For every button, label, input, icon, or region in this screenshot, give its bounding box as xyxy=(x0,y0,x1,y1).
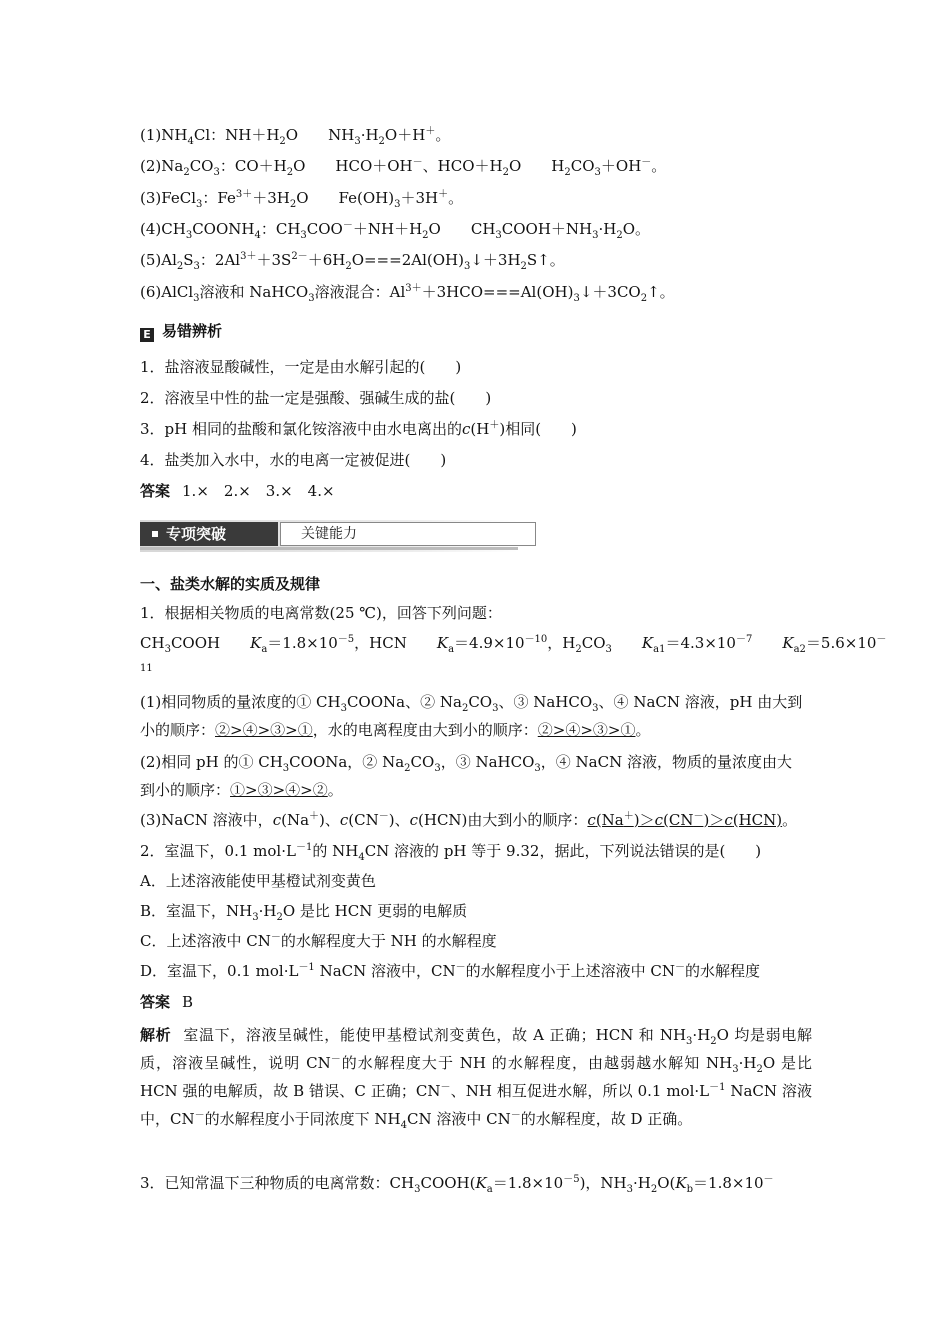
q2-stem: 2．室温下，0.1 $mol\cdot L^{-1}$的 $NH_4CN$ 溶液的 pH 等于 9.32，据此，下列说法错误的是( ) xyxy=(140,842,762,863)
equation-3: (3)FeCl$_3$：$Fe^{3+}+3H_2O$ $Fe(OH)_3+3H^+$。 xyxy=(140,189,464,210)
error-item-1: 1．盐溶液显酸碱性，一定是由水解引起的( ) xyxy=(140,358,462,376)
section-marker-icon: E xyxy=(140,328,154,342)
analysis-label: 解析 xyxy=(140,1026,172,1044)
error-section-heading xyxy=(140,320,222,342)
exponent-wrap: 11 xyxy=(140,663,153,674)
equation-5: $(5)Al_2S_3$：$2Al^{3+}+3S^{2-}+6H_2O===2Al(OH)_3↓+3H_2S↑$。 xyxy=(140,251,565,272)
equation-2: $(2)Na_2CO_3$：$CO+H_2O$ HCO＋OH－、$HCO+H_2O$ $H_2CO_3+OH^-$。 xyxy=(140,157,667,178)
answer-label: 答案 xyxy=(140,482,171,500)
error-item-3: 3．pH 相同的盐酸和氯化铵溶液中由水电离出的c(H＋)相同( ) xyxy=(140,420,577,438)
error-section-title: 易错辨析 xyxy=(162,322,223,340)
q1-part1: (1)相同物质的量浓度的① $CH_3COONa$、② $Na_2CO_3$、③ NaHCO$_3$、④ NaCN 溶液，pH 由大到 小的顺序：②>④>③>①，水的电离程度由大到小的顺序：②>④>③>①。 xyxy=(140,693,803,739)
square-bullet-icon xyxy=(152,531,158,537)
q2-option-a: A．上述溶液能使甲基橙试剂变黄色 xyxy=(140,872,376,890)
q2-analysis: 解析 室温下，溶液呈碱性，能使甲基橙试剂变黄色，故 A 正确；HCN 和 $NH_3\cdot H_2O$ 均是弱电解质，溶液呈碱性，说明 CN－的水解程度大于 NH 的水解程度，由越弱越水解知 $NH_3\cdot H_2O$ 是比 HCN 强的电解质，故 B 错误、C 正确；CN－、NH 相互促进水解，所以 0.1 $mol\cdot L^{-1}$ NaCN 溶液中，CN－的水解程度小于同浓度下 $NH_4CN$ 溶液中 CN－的水解程度，故 D 正确。 xyxy=(140,1026,812,1131)
answer-text: 1.× 2.× 3.× 4.× xyxy=(182,482,335,500)
error-answer xyxy=(140,481,335,501)
q1-part3: (3)NaCN 溶液中，c(Na＋)、c(CN－)、c(HCN)由大到小的顺序：c(Na＋)＞c(CN－)＞c(HCN)。 xyxy=(140,811,798,829)
error-item-2: 2．溶液呈中性的盐一定是强酸、强碱生成的盐( ) xyxy=(140,389,492,407)
banner-stripe xyxy=(140,547,518,550)
banner-dark-tab: 专项突破 xyxy=(140,522,278,546)
q2-option-c: C．上述溶液中 CN－的水解程度大于 NH 的水解程度 xyxy=(140,932,497,950)
q2-option-b: B．室温下，$NH_3\cdot H_2O$ 是比 HCN 更弱的电解质 xyxy=(140,902,468,923)
q2-answer: 答案 B xyxy=(140,993,194,1011)
error-item-4: 4．盐类加入水中，水的电离一定被促进( ) xyxy=(140,451,447,469)
banner-light-tab: 关键能力 xyxy=(280,522,536,546)
equation-4: $(4)CH_3COONH_4$：$CH_3COO^-+NH+H_2O$ $CH_3COOH+NH_3\cdot H_2O$。 xyxy=(140,220,651,241)
q1-intro: 1．根据相关物质的电离常数(25 ℃)，回答下列问题： xyxy=(140,604,502,622)
section-banner xyxy=(140,520,518,552)
equation-1: $(1)NH_4Cl$：$NH+H_2O$ $NH_3\cdot H_2O+H^+$。 xyxy=(140,126,451,147)
section1-title: 一、盐类水解的实质及规律 xyxy=(140,575,321,593)
equation-6: (6)AlCl$_3$溶液和 NaHCO$_3$溶液混合：$Al^{3+}+3HCO===Al(OH)_3↓+3CO_2↑$。 xyxy=(140,283,675,304)
ionization-constants: $CH_3COOH$ $K_a=1.8\times 10^{-5}$，HCN $K_a=4.9\times 10^{-10}$，$H_2CO_3$ $K_{a1}=4.3\times 10^{-7}$ $K_{a2}=5.6\times 10^-$ xyxy=(140,634,887,655)
q3-stem: 3．已知常温下三种物质的电离常数：$CH_3COOH(K_a=1.8\times 10^{-5})$，$NH_3\cdot H_2O(K_b=1.8\times 10^-$ xyxy=(140,1174,774,1195)
q1-part2: (2)相同 pH 的① $CH_3COONa$，② $Na_2CO_3$，③ NaHCO$_3$，④ NaCN 溶液，物质的量浓度由大 到小的顺序：①>③>④>②。 xyxy=(140,753,792,799)
q2-option-d: D．室温下，0.1 $mol\cdot L^{-1}$ NaCN 溶液中，CN－的水解程度小于上述溶液中 CN－的水解程度 xyxy=(140,962,761,980)
